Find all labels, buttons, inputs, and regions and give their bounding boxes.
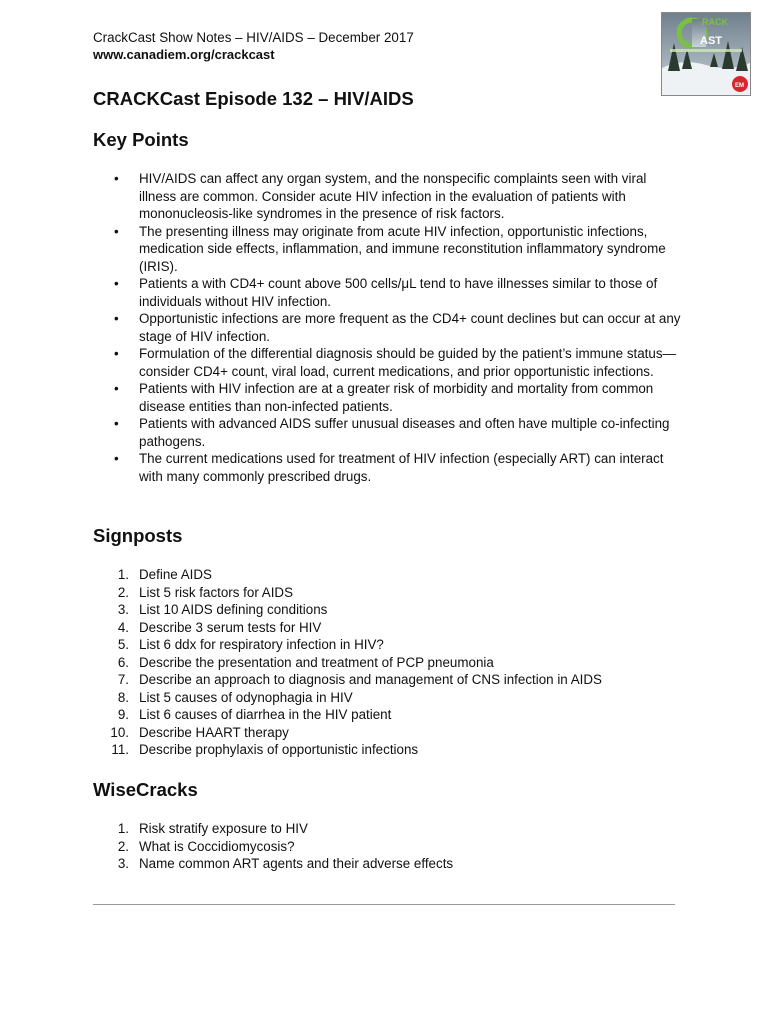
list-item (93, 601, 683, 619)
list-item-text: HIV/AIDS can affect any organ system, and the nonspecific complaints seen with viral illness are common. Consider acute HIV infection in the evaluation of patients with mononucleosis-like syndromes in the presence of risk factors. (139, 171, 647, 221)
list-item (93, 671, 683, 689)
list-item-text: Opportunistic infections are more frequent as the CD4+ count declines but can occur at any stage of HIV infection. (139, 311, 681, 344)
bullet-marker: • (114, 223, 119, 239)
wisecracks-list (93, 820, 683, 873)
list-item-text: Risk stratify exposure to HIV (139, 821, 308, 836)
list-item (93, 380, 683, 415)
key-points-list (93, 170, 683, 485)
list-item (93, 838, 683, 856)
number-marker: 8. (117, 689, 129, 705)
list-item-text: Describe an approach to diagnosis and management of CNS infection in AIDS (139, 672, 602, 687)
crackcast-logo (661, 12, 751, 96)
list-item (93, 310, 683, 345)
list-item-text: Name common ART agents and their adverse effects (139, 856, 454, 871)
list-item (93, 855, 683, 873)
page-header (93, 29, 414, 63)
number-marker: 1. (117, 821, 129, 836)
svg-text:RACK: RACK (702, 17, 728, 27)
list-item (93, 724, 683, 742)
number-marker: 6. (117, 654, 129, 670)
number-marker: 9. (117, 707, 129, 722)
key-points-heading: Key Points (93, 129, 189, 150)
list-item-text: Define AIDS (139, 567, 212, 582)
document-title: CRACKCast Episode 132 – HIV/AIDS (93, 88, 414, 109)
list-item-text: The presenting illness may originate from acute HIV infection, opportunistic infections, medication side effects, inflammation, and immune reconstitution inflammatory syndrome (IRIS). (139, 223, 666, 274)
number-marker: 2. (117, 838, 129, 854)
list-item-text: Describe the presentation and treatment of PCP pneumonia (139, 654, 494, 670)
list-item (93, 654, 683, 672)
list-item-text: Formulation of the differential diagnosis should be guided by the patient’s immune status—consider CD4+ count, viral load, current medications, and prior opportunistic infections. (139, 346, 676, 379)
bullet-marker: • (114, 346, 119, 361)
wisecracks-heading: WiseCracks (93, 779, 198, 800)
list-item (93, 345, 683, 380)
signposts-heading: Signposts (93, 525, 183, 546)
list-item (93, 619, 683, 637)
svg-text:AST: AST (700, 35, 722, 47)
number-marker: 3. (117, 856, 129, 871)
list-item-text: Describe prophylaxis of opportunistic infections (139, 742, 419, 757)
list-item (93, 566, 683, 584)
list-item-text: Patients with advanced AIDS suffer unusual diseases and often have multiple co-infecting pathogens. (139, 416, 670, 449)
list-item (93, 415, 683, 450)
list-item-text: List 5 causes of odynophagia in HIV (139, 689, 353, 705)
list-item-text: List 6 causes of diarrhea in the HIV patient (139, 707, 392, 722)
bullet-marker: • (114, 381, 119, 396)
number-marker: 11. (111, 742, 129, 757)
bullet-marker: • (114, 171, 119, 186)
list-item (93, 450, 683, 485)
signposts-list (93, 566, 683, 759)
list-item (93, 689, 683, 707)
bullet-marker: • (114, 311, 119, 326)
bullet-marker: • (114, 416, 119, 431)
list-item (93, 223, 683, 276)
number-marker: 1. (117, 567, 129, 582)
header-title: CrackCast Show Notes – HIV/AIDS – December 2017 (93, 30, 414, 45)
number-marker: 4. (117, 619, 129, 635)
list-item-text: Describe HAART therapy (139, 724, 289, 740)
footer-divider (93, 904, 675, 905)
list-item (93, 275, 683, 310)
list-item-text: Patients with HIV infection are at a greater risk of morbidity and mortality from common disease entities than non-infected patients. (139, 381, 654, 414)
svg-text:EM: EM (735, 83, 744, 89)
list-item (93, 170, 683, 223)
list-item (93, 820, 683, 838)
logo-graphic (662, 13, 750, 95)
bullet-marker: • (114, 451, 119, 466)
list-item-text: Patients a with CD4+ count above 500 cells/μL tend to have illnesses similar to those of individuals without HIV infection. (139, 276, 658, 309)
header-url[interactable]: www.canadiem.org/crackcast (93, 47, 275, 62)
number-marker: 10. (110, 724, 129, 740)
list-item-text: List 6 ddx for respiratory infection in HIV? (139, 637, 384, 652)
list-item-text: What is Coccidiomycosis? (139, 838, 295, 854)
list-item (93, 706, 683, 724)
bullet-marker: • (114, 276, 119, 291)
list-item-text: Describe 3 serum tests for HIV (139, 619, 322, 635)
list-item (93, 636, 683, 654)
number-marker: 2. (117, 584, 129, 600)
number-marker: 3. (117, 602, 129, 617)
list-item (93, 584, 683, 602)
number-marker: 5. (117, 637, 129, 652)
list-item-text: The current medications used for treatment of HIV infection (especially ART) can interact with many commonly prescribed drugs. (139, 451, 664, 484)
number-marker: 7. (117, 672, 129, 687)
list-item-text: List 10 AIDS defining conditions (139, 602, 328, 617)
list-item (93, 741, 683, 759)
list-item-text: List 5 risk factors for AIDS (139, 584, 294, 600)
